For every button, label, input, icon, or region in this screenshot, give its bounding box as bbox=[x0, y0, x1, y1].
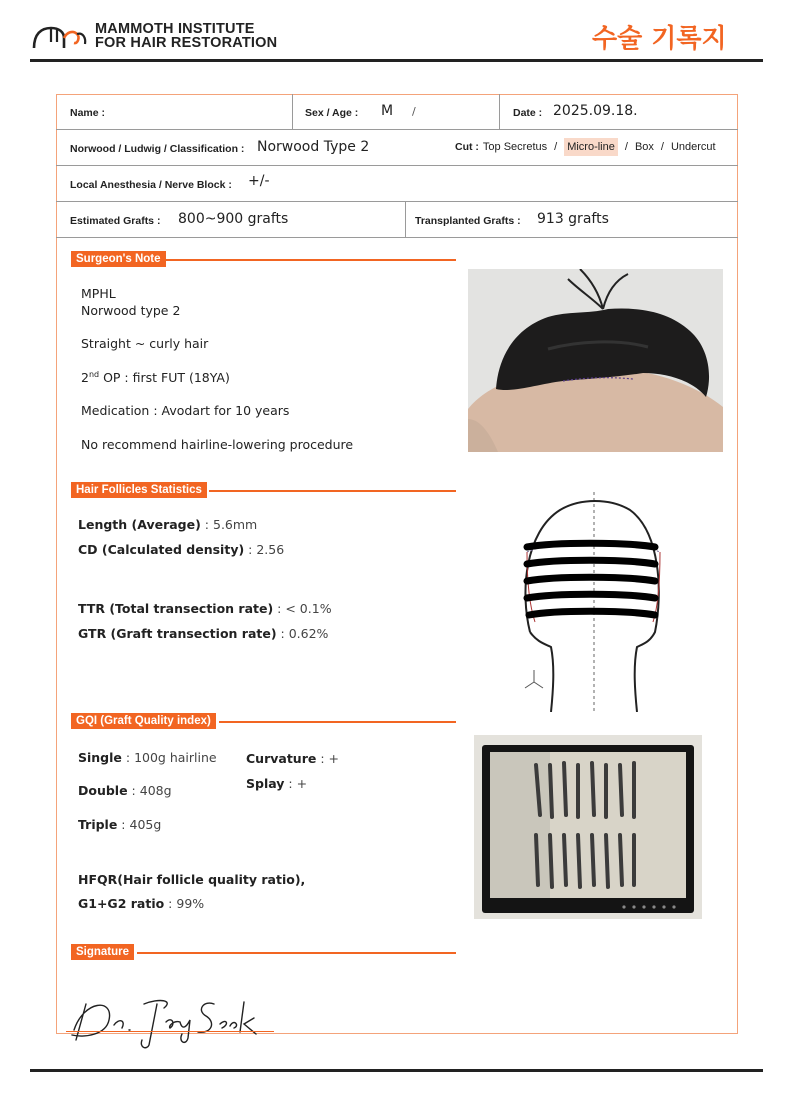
graft-monitor-photo bbox=[474, 735, 702, 919]
anesthesia-value: +/- bbox=[248, 173, 270, 189]
cut-label: Cut : bbox=[455, 141, 479, 153]
date-value: 2025.09.18. bbox=[553, 103, 638, 119]
note-line: Medication : Avodart for 10 years bbox=[81, 403, 290, 418]
date-label: Date : bbox=[513, 107, 543, 119]
classification-label: Norwood / Ludwig / Classification : bbox=[70, 143, 245, 155]
curvature-stat: Curvature : + bbox=[246, 751, 339, 766]
signature-underline bbox=[66, 1031, 274, 1032]
ratio-stat: G1+G2 ratio : 99% bbox=[78, 896, 205, 911]
cut-option-top-secretus: Top Secretus bbox=[482, 141, 548, 153]
single-stat: Single : 100g hairline bbox=[78, 750, 217, 765]
document-title: 수술 기록지 bbox=[592, 24, 727, 54]
cd-stat: CD (Calculated density) : 2.56 bbox=[78, 542, 285, 557]
age-separator: / bbox=[412, 105, 416, 118]
splay-stat: Splay : + bbox=[246, 776, 308, 791]
cut-options: Cut : Top Secretus / Micro-line / Box / Undercut bbox=[455, 138, 716, 156]
surgeons-note-title: Surgeon's Note bbox=[71, 251, 166, 267]
note-line: Norwood type 2 bbox=[81, 303, 181, 318]
triple-stat: Triple : 405g bbox=[78, 817, 162, 832]
signature-title: Signature bbox=[71, 944, 134, 960]
classification-row bbox=[56, 130, 738, 166]
head-diagram bbox=[515, 492, 665, 712]
gqi-title: GQI (Graft Quality index) bbox=[71, 713, 216, 729]
hairline-photo bbox=[468, 269, 723, 452]
surgeon-signature bbox=[64, 990, 274, 1050]
anesthesia-label: Local Anesthesia / Nerve Block : bbox=[70, 179, 232, 191]
sex-age-label: Sex / Age : bbox=[305, 107, 359, 119]
grafts-row bbox=[56, 202, 738, 238]
hfqr-stat: HFQR(Hair follicle quality ratio), bbox=[78, 872, 306, 887]
ttr-stat: TTR (Total transection rate) : < 0.1% bbox=[78, 601, 332, 616]
follicle-stats-title: Hair Follicles Statistics bbox=[71, 482, 207, 498]
institute-logo-text: MAMMOTH INSTITUTE FOR HAIR RESTORATION bbox=[95, 21, 278, 51]
double-stat: Double : 408g bbox=[78, 783, 172, 798]
length-stat: Length (Average) : 5.6mm bbox=[78, 517, 258, 532]
estimated-grafts-value: 800~900 grafts bbox=[178, 211, 289, 227]
note-line: No recommend hairline-lowering procedure bbox=[81, 437, 354, 452]
cut-option-undercut: Undercut bbox=[670, 141, 716, 153]
anesthesia-row bbox=[56, 166, 738, 202]
cut-option-micro-line: Micro-line bbox=[564, 138, 618, 156]
note-line: MPHL bbox=[81, 286, 116, 301]
footer-divider bbox=[30, 1069, 763, 1072]
cut-option-box: Box bbox=[634, 141, 654, 153]
name-label: Name : bbox=[70, 107, 106, 119]
patient-info-row bbox=[56, 94, 738, 130]
mammoth-logo-icon bbox=[31, 22, 89, 50]
transplanted-grafts-label: Transplanted Grafts : bbox=[415, 215, 521, 227]
classification-value: Norwood Type 2 bbox=[257, 139, 370, 155]
note-line: Straight ~ curly hair bbox=[81, 336, 209, 351]
gtr-stat: GTR (Graft transection rate) : 0.62% bbox=[78, 626, 329, 641]
transplanted-grafts-value: 913 grafts bbox=[537, 211, 609, 227]
note-line: 2nd OP : first FUT (18YA) bbox=[81, 370, 230, 386]
sex-value: M bbox=[381, 103, 394, 119]
estimated-grafts-label: Estimated Grafts : bbox=[70, 215, 161, 227]
header-divider bbox=[30, 59, 763, 62]
